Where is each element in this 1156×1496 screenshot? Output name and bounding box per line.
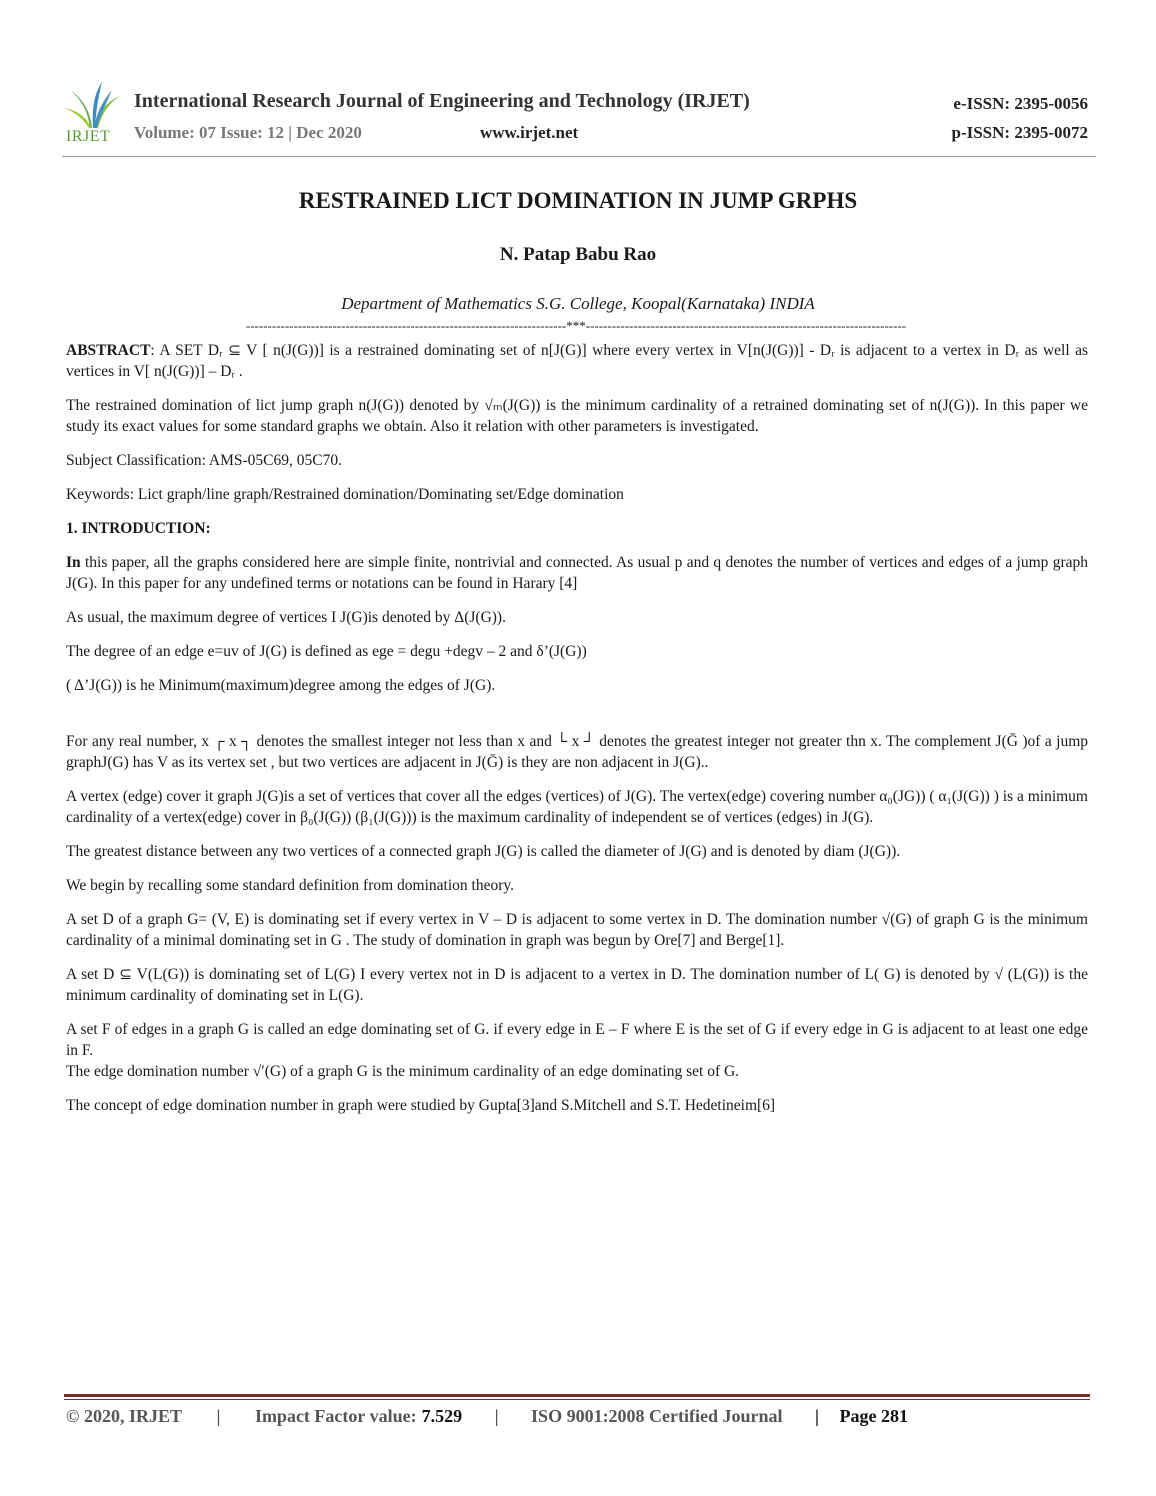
abstract-text: : A SET Dᵣ ⊆ V [ n(J(G))] is a restrained dominating set of n[J(G)] where every vertex in V[n(J(G))] - Dᵣ is adjacent to a vertex in Dᵣ as well as vertices in V[ n(J(G))] – Dᵣ .: [66, 342, 1088, 380]
paragraph: As usual, the maximum degree of vertices I J(G)is denoted by Δ(J(G)).: [66, 609, 506, 626]
intro-paragraph: In this paper, all the graphs considered here are simple finite, nontrivial and connected. As usual p and q denotes the number of vertices and edges of a jump graph J(G). In this paper for any undefined terms or notations can be found in Harary [4]: [66, 554, 1088, 592]
abstract: [66, 340, 1088, 382]
abstract-label: ABSTRACT: [66, 342, 151, 359]
journal-title: International Research Journal of Engineering and Technology (IRJET): [134, 90, 750, 112]
paper-author: N. Patap Babu Rao: [499, 244, 657, 265]
irjet-logo: [62, 80, 124, 146]
paragraph: The edge domination number √′(G) of a graph G is the minimum cardinality of an edge dominating set of G.: [66, 1063, 740, 1080]
paragraph: A vertex (edge) cover it graph J(G)is a set of vertices that cover all the edges (vertices) of J(G). The vertex(edge) covering number α₀(JG)) ( α₁(J(G)) ) is a minimum cardinality of a vertex(edge) cover in β₀(J(G)) (β₁(J(G))) is the maximum cardinality of independent se of vertices (edges) in J(G).: [66, 788, 1088, 826]
footer-copyright: © 2020, IRJET: [66, 1406, 182, 1426]
footer-impact-label: Impact Factor value:: [254, 1406, 417, 1426]
footer-iso: ISO 9001:2008 Certified Journal: [531, 1406, 783, 1426]
intro-bold-word: In: [66, 554, 81, 571]
footer-page-number: Page 281: [839, 1406, 908, 1426]
keywords: Keywords: Lict graph/line graph/Restrained domination/Dominating set/Edge domination: [66, 486, 624, 503]
paragraph: The restrained domination of lict jump graph n(J(G)) denoted by √ₘ(J(G)) is the minimum cardinality of a retrained dominating set of n(J(G)). In this paper we study its exact values for some standard graphs we obtain. Also it relation with other parameters is investigated.: [66, 397, 1088, 435]
footer-divider-thin: [64, 1399, 1090, 1400]
author-affiliation: Department of Mathematics S.G. College, Koopal(Karnataka) INDIA: [341, 294, 815, 313]
paragraph: For any real number, x ┌ x ┐ denotes the smallest integer not less than x and └ x ┘ denotes the greatest integer not greater thn x. The complement J(Ḡ )of a jump graphJ(G) has V as its vertex set , but two vertices are adjacent in J(Ḡ) is they are non adjacent in J(G)..: [66, 733, 1088, 771]
journal-footer: [66, 1406, 1090, 1427]
logo-text: IRJET: [66, 128, 111, 145]
volume-issue: Volume: 07 Issue: 12 | Dec 2020: [134, 123, 362, 142]
paragraph: We begin by recalling some standard definition from domination theory.: [66, 877, 514, 894]
paragraph: The greatest distance between any two vertices of a connected graph J(G) is called the diameter of J(G) and is denoted by diam (J(G)).: [66, 843, 901, 860]
paragraph: The degree of an edge e=uv of J(G) is defined as ege = degu +degv – 2 and δ’(J(G)): [66, 643, 587, 660]
paragraph: A set D ⊆ V(L(G)) is dominating set of L(G) I every vertex not in D is adjacent to a vertex in D. The domination number of L( G) is denoted by √ (L(G)) is the minimum cardinality of dominating set in L(G).: [66, 966, 1088, 1004]
pissn: p-ISSN: 2395-0072: [951, 123, 1088, 142]
paper-body: [66, 340, 1088, 1129]
paragraph: ( Δ’J(G)) is he Minimum(maximum)degree among the edges of J(G).: [66, 677, 496, 694]
header-divider: [62, 156, 1096, 157]
paragraph: A set F of edges in a graph G is called an edge dominating set of G. if every edge in E – F where E is the set of G if every edge in G is adjacent to at least one edge in F.: [66, 1021, 1088, 1059]
paper-title: RESTRAINED LICT DOMINATION IN JUMP GRPHS: [298, 188, 858, 213]
paragraph: The concept of edge domination number in graph were studied by Gupta[3]and S.Mitchell and S.T. Hedetineim[6]: [66, 1097, 776, 1114]
footer-divider: [64, 1394, 1090, 1397]
subject-classification: Subject Classification: AMS-05C69, 05C70.: [66, 452, 342, 469]
footer-separator: |: [815, 1406, 820, 1426]
eissn: e-ISSN: 2395-0056: [953, 94, 1088, 113]
footer-separator: |: [216, 1406, 221, 1426]
section-separator: --------------------------------------------------------------------------***--------------------------------------------------------------------------: [245, 318, 907, 333]
section-heading: 1. INTRODUCTION:: [66, 520, 211, 537]
leaf-logo-icon: [62, 80, 124, 130]
journal-header: [62, 80, 1096, 158]
footer-separator: |: [494, 1406, 499, 1426]
paragraph: A set D of a graph G= (V, E) is dominating set if every vertex in V – D is adjacent to some vertex in D. The domination number √(G) of graph G is the minimum cardinality of a minimal dominating set in G . The study of domination in graph was begun by Ore[7] and Berge[1].: [66, 911, 1088, 949]
footer-impact-value: 7.529: [421, 1406, 463, 1426]
journal-website: www.irjet.net: [480, 123, 579, 142]
